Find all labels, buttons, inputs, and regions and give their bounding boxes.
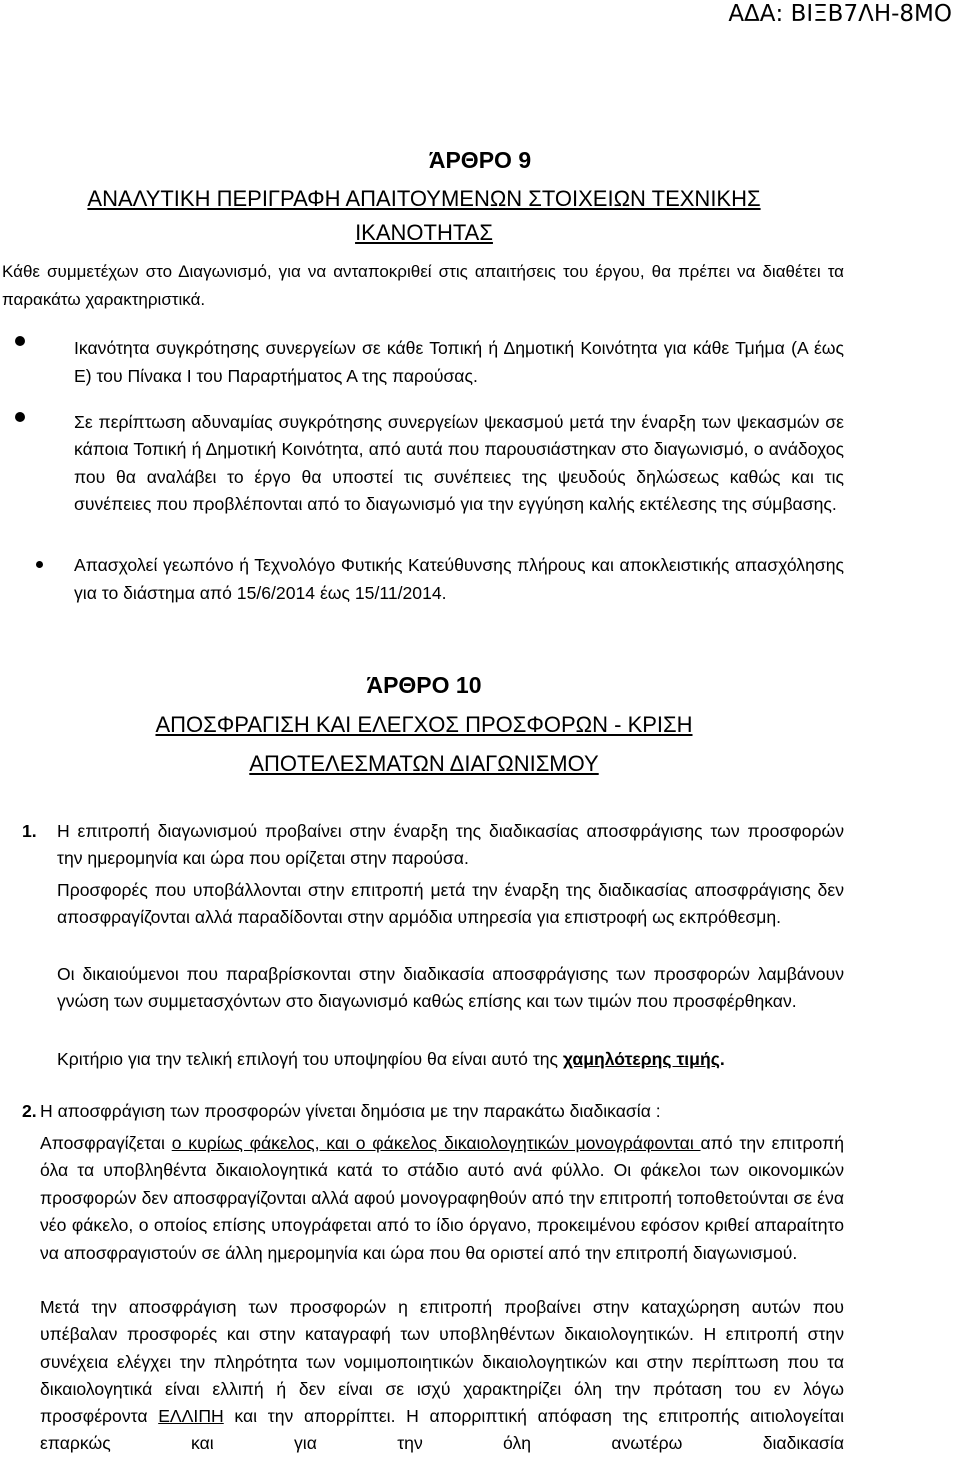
item2-para3-underlined: ΕΛΛΙΠΗ — [158, 1406, 224, 1427]
item2-para3-after: και την απορρίπτει. Η απορριπτική απόφαση της επιτροπής αιτιολογείται επαρκώς και για την όλη ανωτέρω διαδικασία — [40, 1406, 844, 1454]
item2-text: Η αποσφράγιση των προσφορών γίνεται δημόσια με την παρακάτω διαδικασία : — [40, 1101, 661, 1121]
item2-para2 — [40, 1130, 844, 1267]
item2-para3 — [40, 1294, 844, 1458]
item1-number: 1. — [22, 821, 37, 841]
article10-subtitle-line1: ΑΠΟΣΦΡΑΓΙΣΗ ΚΑΙ ΕΛΕΓΧΟΣ ΠΡΟΣΦΟΡΩΝ - ΚΡΙΣΗ — [155, 712, 693, 737]
article9-subtitle-line2: ΙΚΑΝΟΤΗΤΑΣ — [355, 220, 493, 245]
item1-para4-after: . — [719, 1049, 725, 1069]
article10-subtitle-line2: ΑΠΟΤΕΛΕΣΜΑΤΩΝ ΔΙΑΓΩΝΙΣΜΟΥ — [249, 751, 599, 776]
article9-bullet-1: Ικανότητα συγκρότησης συνεργείων σε κάθε Τοπική ή Δημοτική Κοινότητα για κάθε Τμήμα (Α έως Ε) του Πίνακα Ι του Παραρτήματος Α της παρούσας. — [74, 338, 844, 386]
item2-para2-underlined: ο κυρίως φάκελος, και ο φάκελος δικαιολογητικών μονογράφονται — [171, 1133, 701, 1153]
article9-subtitle-line1: ΑΝΑΛΥΤΙΚΗ ΠΕΡΙΓΡΑΦΗ ΑΠΑΙΤΟΥΜΕΝΩΝ ΣΤΟΙΧΕΙΩΝ ΤΕΧΝΙΚΗΣ — [87, 186, 761, 211]
bullet-dot — [15, 336, 25, 346]
bullet-dot — [15, 412, 25, 422]
article9-intro: Κάθε συμμετέχων στο Διαγωνισμό, για να ανταποκριθεί στις απαιτήσεις του έργου, θα πρέπει να διαθέτει τα παρακάτω χαρακτηριστικά. — [2, 262, 844, 309]
article9-bullet-2: Σε περίπτωση αδυναμίας συγκρότησης συνεργείων ψεκασμού μετά την έναρξη των ψεκασμών σε κάποια Τοπική ή Δημοτική Κοινότητα, από αυτά που παρουσιάστηκαν στο διαγωνισμό, ο ανάδοχος που θα αναλάβει το έργο θα υποστεί τις συνέπειες της ψευδούς δηλώσεως καθώς και τις συνέπειες που προβλέπονται από το διαγωνισμό για την εγγύηση καλής εκτέλεσης της σύμβασης. — [74, 412, 844, 515]
article10-heading: ΆΡΘΡΟ 10 — [366, 672, 482, 698]
item1-para4-before: Κριτήριο για την τελική επιλογή του υποψηφίου θα είναι αυτό της — [57, 1049, 563, 1069]
item1-para2: Προσφορές που υποβάλλονται στην επιτροπή μετά την έναρξη της διαδικασίας αποσφράγισης δεν αποσφραγίζονται αλλά παραδίδονται στην αρμόδια υπηρεσία για επιστροφή ως εκπρόθεσμη. — [57, 880, 844, 927]
article9-heading: ΆΡΘΡΟ 9 — [428, 147, 532, 173]
item1-para4 — [57, 1046, 844, 1073]
item2-para3-before: Μετά την αποσφράγιση των προσφορών η επιτροπή προβαίνει στην καταχώρηση αυτών που υπέβαλαν προσφορές και στην καταγραφή των υποβληθέντων δικαιολογητικών. Η επιτροπή στην συνέχεια ελέγχει την πληρότητα των νομιμοποιητικών δικαιολογητικών και στην περίπτωση που τα δικαιολογητικά είναι ελλιπή ή δεν είναι σε ισχύ χαρακτηρίζει όλη την πρόταση του εν λόγω προσφέροντα — [40, 1297, 844, 1427]
item1-para4-emphasis: χαμηλότερης τιμής — [562, 1049, 720, 1069]
item2-number: 2. — [22, 1101, 37, 1121]
ada-code: ΑΔΑ: ΒΙΞΒ7ΛΗ-8ΜΟ — [728, 1, 952, 27]
item1-para3: Οι δικαιούμενοι που παραβρίσκονται στην διαδικασία αποσφράγισης των προσφορών λαμβάνουν γνώση των συμμετασχόντων στο διαγωνισμό καθώς επίσης και των τιμών που προσφέρθηκαν. — [57, 964, 844, 1011]
item2-para2-before: Αποσφραγίζεται — [40, 1133, 172, 1153]
bullet-dot — [36, 561, 43, 568]
item2-para2-after: από την επιτροπή όλα τα υποβληθέντα δικαιολογητικά κατά το στάδιο αυτό ανά φύλλο. Οι φάκελοι των οικονομικών προσφορών δεν αποσφραγίζονται αλλά αφού μονογραφηθούν από την επιτροπή τοποθετούνται σε ένα νέο φάκελο, ο οποίος επίσης υπογράφεται από το ίδιο όργανο, προκειμένου εφόσον κριθεί απαραίτητο να αποσφραγιστούν σε άλλη ημερομηνία και ώρα που θα οριστεί από την επιτροπή διαγωνισμού. — [40, 1133, 844, 1263]
article9-bullet-3: Απασχολεί γεωπόνο ή Τεχνολόγο Φυτικής Κατεύθυνσης πλήρους και αποκλειστικής απασχόλησης για το διάστημα από 15/6/2014 έως 15/11/2014. — [74, 555, 844, 603]
item1-text: Η επιτροπή διαγωνισμού προβαίνει στην έναρξη της διαδικασίας αποσφράγισης των προσφορών την ημερομηνία και ώρα που ορίζεται στην παρούσα. — [57, 821, 844, 868]
